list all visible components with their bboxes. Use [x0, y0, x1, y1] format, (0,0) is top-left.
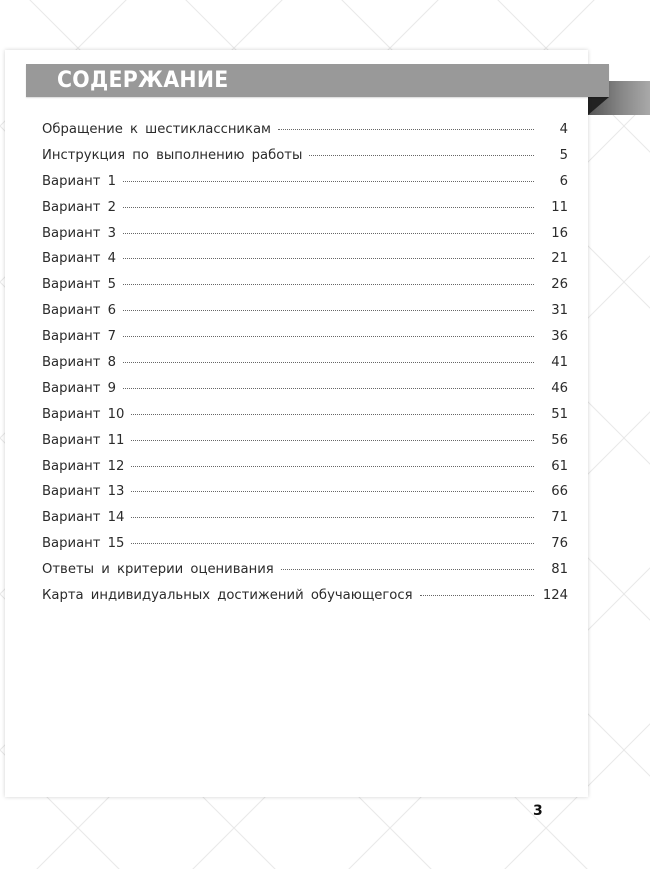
toc-entry-label: Инструкция по выполнению работы [42, 147, 303, 163]
toc-entry[interactable] [42, 329, 568, 355]
toc-entry-page: 41 [551, 355, 568, 371]
toc-entry-page: 16 [551, 225, 568, 241]
toc-entry[interactable] [42, 226, 568, 252]
page-title: СОДЕРЖАНИЕ [57, 68, 229, 93]
toc-entry[interactable] [42, 355, 568, 381]
toc-entry[interactable] [42, 277, 568, 303]
toc-entry-label: Вариант 3 [42, 225, 117, 241]
dot-leader [123, 233, 534, 234]
toc-entry-page: 81 [551, 562, 568, 578]
toc-entry-label: Вариант 2 [42, 199, 117, 215]
toc-entry[interactable] [42, 303, 568, 329]
toc-entry-page: 4 [559, 122, 568, 137]
toc-entry-page: 51 [551, 406, 568, 422]
toc-entry[interactable] [42, 122, 568, 148]
dot-leader [309, 155, 534, 156]
toc-entry-label: Вариант 12 [42, 458, 125, 474]
toc-entry[interactable] [42, 484, 568, 510]
table-of-contents [42, 122, 568, 614]
dot-leader [123, 310, 534, 311]
dot-leader [281, 569, 534, 570]
toc-entry-label: Карта индивидуальных достижений обучающегося [42, 588, 413, 604]
toc-entry-page: 124 [542, 588, 568, 604]
toc-entry-label: Ответы и критерии оценивания [42, 562, 274, 578]
toc-entry-page: 56 [551, 432, 568, 448]
toc-entry-page: 36 [551, 329, 568, 345]
title-banner [26, 64, 609, 97]
toc-entry-page: 26 [551, 277, 568, 293]
dot-leader [420, 595, 534, 596]
dot-leader [131, 543, 534, 544]
toc-entry-label: Вариант 9 [42, 380, 117, 396]
toc-entry-page: 21 [551, 251, 568, 267]
dot-leader [131, 414, 534, 415]
dot-leader [123, 258, 534, 259]
toc-entry[interactable] [42, 433, 568, 459]
toc-entry-label: Вариант 13 [42, 484, 125, 500]
dot-leader [123, 388, 534, 389]
toc-entry[interactable] [42, 510, 568, 536]
toc-entry[interactable] [42, 381, 568, 407]
toc-entry[interactable] [42, 200, 568, 226]
toc-entry-page: 61 [551, 458, 568, 474]
toc-entry-label: Вариант 5 [42, 277, 117, 293]
toc-entry[interactable] [42, 588, 568, 614]
toc-entry-label: Вариант 6 [42, 303, 117, 319]
toc-entry[interactable] [42, 562, 568, 588]
dot-leader [123, 181, 534, 182]
toc-entry[interactable] [42, 459, 568, 485]
toc-entry-label: Вариант 10 [42, 406, 125, 422]
toc-entry[interactable] [42, 174, 568, 200]
toc-entry-label: Вариант 7 [42, 329, 117, 345]
dot-leader [123, 284, 534, 285]
toc-entry-page: 11 [551, 199, 568, 215]
toc-entry-label: Вариант 1 [42, 173, 117, 189]
toc-entry-page: 76 [551, 536, 568, 552]
page-number: 3 [533, 803, 543, 819]
dot-leader [278, 129, 534, 130]
toc-entry-page: 31 [551, 303, 568, 319]
toc-entry-label: Вариант 14 [42, 510, 125, 526]
toc-entry-label: Вариант 4 [42, 251, 117, 267]
toc-entry[interactable] [42, 251, 568, 277]
toc-entry-page: 5 [559, 147, 568, 163]
dot-leader [123, 362, 534, 363]
toc-entry-label: Вариант 8 [42, 355, 117, 371]
dot-leader [123, 207, 534, 208]
dot-leader [131, 491, 534, 492]
dot-leader [131, 466, 534, 467]
dot-leader [123, 336, 534, 337]
toc-entry-page: 66 [551, 484, 568, 500]
toc-entry[interactable] [42, 536, 568, 562]
dot-leader [131, 517, 534, 518]
toc-entry[interactable] [42, 407, 568, 433]
toc-entry-page: 46 [551, 380, 568, 396]
toc-entry-page: 6 [559, 173, 568, 189]
toc-entry-page: 71 [551, 510, 568, 526]
toc-entry-label: Обращение к шестиклассникам [42, 122, 272, 137]
toc-entry[interactable] [42, 148, 568, 174]
header-ribbon-fold [588, 97, 609, 115]
toc-entry-label: Вариант 15 [42, 536, 125, 552]
toc-entry-label: Вариант 11 [42, 432, 125, 448]
dot-leader [131, 440, 534, 441]
